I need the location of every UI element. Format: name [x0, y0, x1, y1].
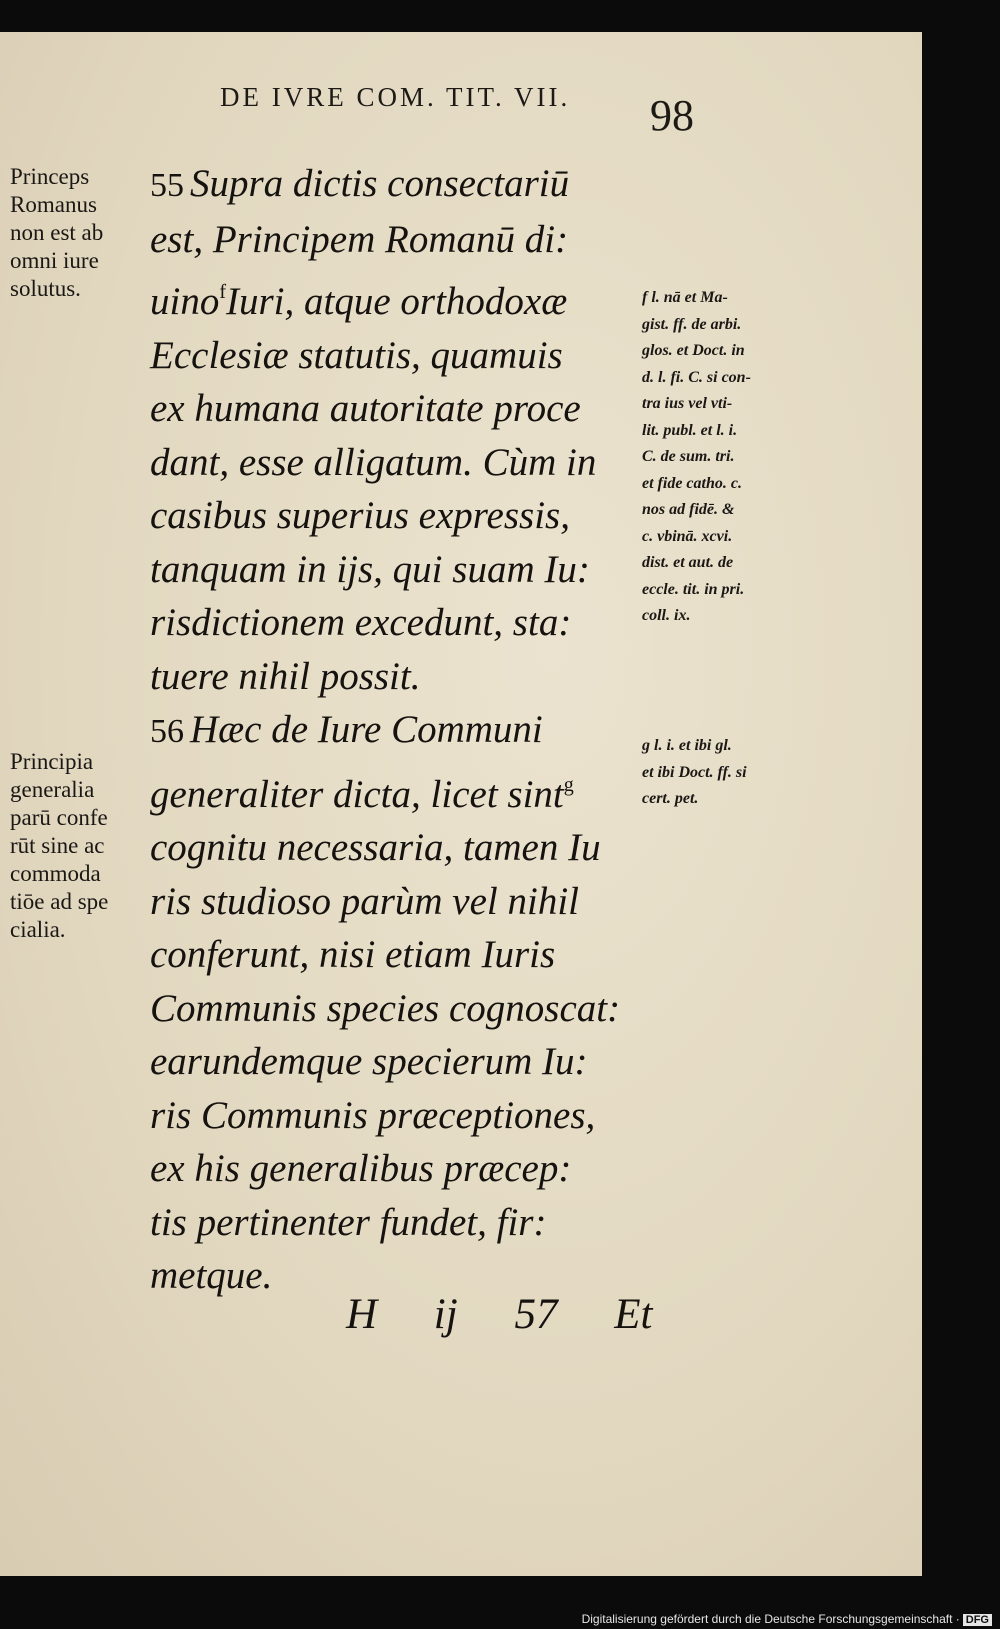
- margin-note-line: cialia.: [10, 917, 66, 942]
- line-text: ris studioso parùm vel nihil: [150, 879, 580, 923]
- text-line: [150, 157, 640, 213]
- dfg-logo: DFG: [963, 1614, 992, 1626]
- citation-line: c. vbinā. xcvi.: [642, 527, 733, 545]
- right-margin-citation-g: [642, 733, 802, 813]
- line-text: uino: [150, 280, 220, 323]
- margin-note-line: Romanus: [10, 192, 97, 217]
- citation-line: dist. et aut. de: [642, 554, 734, 571]
- footnote-marker: g: [563, 773, 574, 796]
- citation-line: g l. i. et ibi gl.: [642, 737, 732, 754]
- citation-line: f l. nā et Ma-: [642, 289, 728, 306]
- catchword-signature: H ij 57 Et: [346, 1291, 653, 1338]
- margin-note-line: commoda: [10, 861, 101, 886]
- margin-note-line: Princeps: [10, 164, 90, 189]
- footer-text: Digitalisierung gefördert durch die Deutsche Forschungsgemeinschaft ·: [581, 1612, 960, 1626]
- line-text: metque.: [150, 1254, 273, 1297]
- main-text-block: [150, 157, 640, 1303]
- line-text: dant, esse alligatum. Cùm in: [150, 440, 597, 484]
- text-line: [150, 266, 640, 329]
- line-text: est, Principem Romanū di:: [150, 217, 569, 261]
- margin-note-line: omni iure: [10, 248, 99, 273]
- line-text-continued: Iuri, atque orthodoxæ: [226, 280, 568, 323]
- citation-line: lit. publ. et l. i.: [642, 421, 738, 439]
- text-line: [150, 1035, 640, 1089]
- text-line: [150, 543, 640, 597]
- text-line: [150, 650, 640, 704]
- text-line: [150, 329, 640, 383]
- text-line: [150, 436, 640, 490]
- line-text: cognitu necessaria, tamen Iu: [150, 826, 601, 869]
- line-text: conferunt, nisi etiam Iuris: [150, 933, 556, 976]
- line-text: tanquam in ijs, qui suam Iu:: [150, 547, 590, 591]
- margin-note-line: non est ab: [10, 220, 104, 245]
- running-head: DE IVRE COM. TIT. VII.: [220, 82, 571, 112]
- line-text: generaliter dicta, licet sint: [150, 772, 564, 816]
- line-text: ris Communis præceptiones,: [150, 1093, 596, 1137]
- text-line: [150, 703, 640, 759]
- line-text: ex his generalibus præcep:: [150, 1147, 572, 1190]
- citation-line: et ibi Doct. ff. si: [642, 763, 747, 781]
- citation-line: cert. pet.: [642, 790, 699, 807]
- line-text: Hæc de Iure Communi: [190, 708, 543, 751]
- paragraph-number: 55: [150, 167, 184, 204]
- text-line: [150, 759, 640, 822]
- citation-line: coll. ix.: [642, 607, 691, 624]
- right-margin-citation-f: [642, 285, 802, 630]
- citation-line: et fide catho. c.: [642, 474, 742, 492]
- citation-line: glos. et Doct. in: [642, 342, 745, 359]
- citation-line: C. de sum. tri.: [642, 448, 735, 465]
- line-text: Communis species cognoscat:: [150, 986, 621, 1030]
- text-line: [150, 489, 640, 543]
- left-margin-note-2: [10, 748, 155, 944]
- text-line: [150, 596, 640, 650]
- margin-note-line: rūt sine ac: [10, 833, 105, 858]
- citation-line: eccle. tit. in pri.: [642, 580, 745, 598]
- citation-line: d. l. fi. C. si con-: [642, 368, 751, 386]
- margin-note-line: tiōe ad spe: [10, 889, 109, 914]
- text-line: [150, 1196, 640, 1250]
- text-line: [150, 1089, 640, 1143]
- line-text: tis pertinenter fundet, fir:: [150, 1200, 547, 1244]
- text-line: [150, 821, 640, 875]
- citation-line: nos ad fidē. &: [642, 501, 735, 518]
- citation-line: gist. ff. de arbi.: [642, 315, 742, 333]
- left-margin-note-1: [10, 163, 155, 303]
- margin-note-line: parū confe: [10, 805, 108, 830]
- digitization-footer: [582, 1612, 992, 1626]
- line-text: Ecclesiæ statutis, quamuis: [150, 333, 563, 377]
- line-text: tuere nihil possit.: [150, 654, 421, 698]
- text-line: [150, 928, 640, 982]
- line-text: ex humana autoritate proce: [150, 387, 581, 430]
- footnote-marker: f: [219, 281, 227, 303]
- text-line: [150, 382, 640, 436]
- text-line: [150, 213, 640, 267]
- paragraph-number: 56: [150, 713, 184, 750]
- margin-note-line: Principia: [10, 749, 94, 774]
- page-number: 98: [650, 91, 694, 140]
- line-text: risdictionem excedunt, sta:: [150, 601, 572, 644]
- margin-note-line: generalia: [10, 777, 95, 802]
- margin-note-line: solutus.: [10, 276, 81, 301]
- line-text: casibus superius expressis,: [150, 494, 570, 537]
- citation-line: tra ius vel vti-: [642, 395, 733, 412]
- line-text: earundemque specierum Iu:: [150, 1040, 588, 1083]
- line-text: Supra dictis consectariū: [190, 162, 570, 205]
- text-line: [150, 1142, 640, 1196]
- text-line: [150, 982, 640, 1036]
- text-line: [150, 875, 640, 929]
